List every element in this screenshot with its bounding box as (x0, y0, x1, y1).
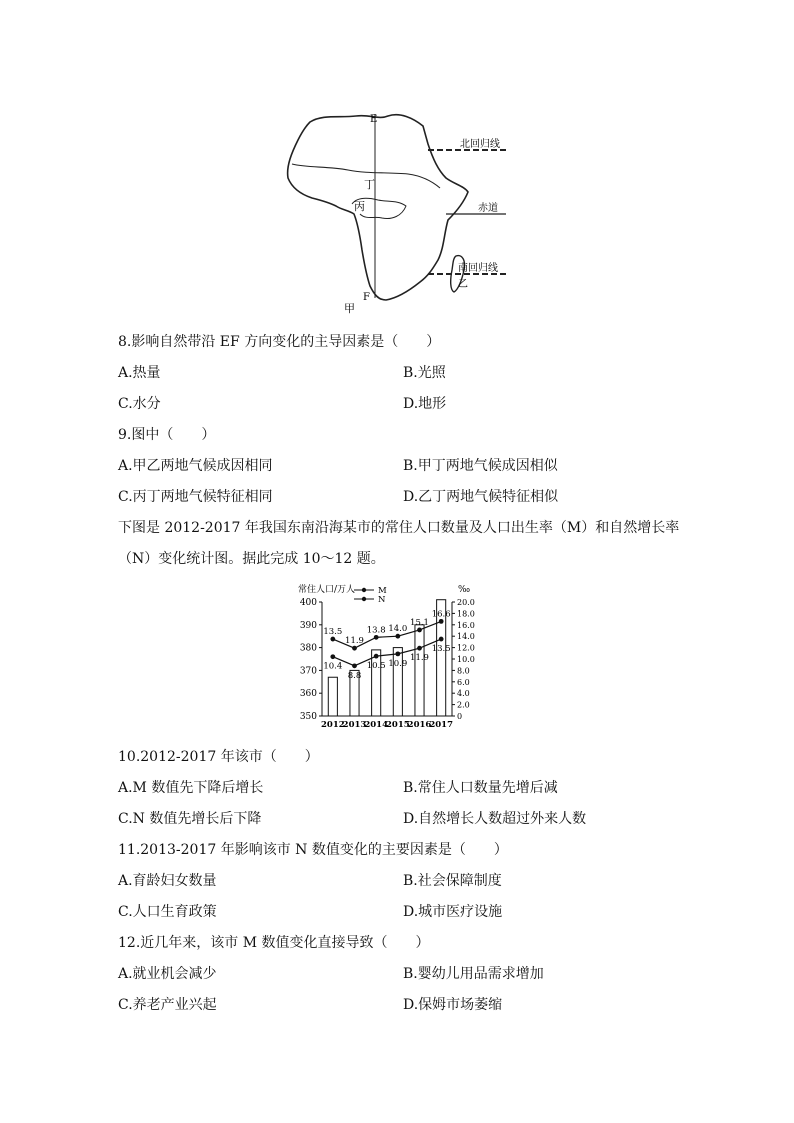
right-axis-title: ‰ (458, 585, 471, 595)
x-tick-label: 2012 (320, 720, 345, 730)
series-point-N (417, 646, 422, 651)
right-tick-label: 16.0 (457, 620, 475, 630)
africa-map (278, 104, 508, 319)
series-point-M (395, 634, 400, 639)
q9-option-d[interactable]: D.乙丁两地气候特征相似 (403, 489, 559, 505)
map-label-e: E (370, 114, 378, 125)
left-tick-label: 370 (299, 666, 317, 677)
series-point-N (395, 651, 400, 656)
q10-stem: 10.2012-2017 年该市（ ） (118, 749, 319, 765)
q10-option-a[interactable]: A.M 数值先下降后增长 (118, 780, 264, 796)
legend-label-N: N (378, 595, 386, 605)
data-label-M: 14.0 (388, 624, 408, 635)
left-tick-label: 390 (299, 620, 317, 631)
map-label-jia: 甲 (344, 302, 355, 315)
population-chart (284, 582, 516, 734)
q9-stem: 9.图中（ ） (118, 427, 216, 443)
right-tick-label: 18.0 (457, 609, 475, 619)
data-label-M: 16.6 (431, 609, 451, 620)
data-label-M: 13.5 (323, 627, 343, 638)
data-label-M: 11.9 (345, 636, 364, 647)
population-bar (372, 650, 381, 716)
q11-stem: 11.2013-2017 年影响该市 N 数值变化的主要因素是（ ） (118, 842, 508, 858)
q8-stem: 8.影响自然带沿 EF 方向变化的主导因素是（ ） (118, 334, 441, 350)
map-label-f: F (363, 292, 370, 303)
right-tick-label: 4.0 (457, 689, 470, 699)
population-bar (415, 625, 424, 716)
series-point-N (352, 663, 357, 668)
q8-option-d[interactable]: D.地形 (403, 396, 447, 412)
left-tick-label: 350 (299, 712, 317, 722)
q12-option-b[interactable]: B.婴幼儿用品需求增加 (403, 966, 544, 982)
map-label-tropic-cancer: 北回归线 (460, 139, 500, 150)
left-tick-label: 360 (299, 689, 317, 700)
q10-option-b[interactable]: B.常住人口数量先增后减 (403, 780, 558, 796)
legend-marker-M (362, 588, 366, 592)
q9-option-a[interactable]: A.甲乙两地气候成因相同 (118, 458, 273, 474)
x-tick-label: 2014 (364, 720, 389, 730)
left-axis-title: 常住人口/万人 (298, 585, 356, 595)
data-label-N: 11.9 (410, 653, 429, 664)
x-tick-label: 2017 (429, 720, 454, 730)
right-tick-label: 8.0 (457, 666, 470, 676)
data-label-N: 8.8 (347, 670, 362, 681)
q8-option-a[interactable]: A.热量 (118, 365, 161, 381)
q12-stem: 12.近几年来，该市 M 数值变化直接导致（ ） (118, 935, 430, 951)
q9-option-c[interactable]: C.丙丁两地气候特征相同 (118, 489, 273, 505)
data-label-N: 13.5 (431, 644, 451, 655)
data-label-N: 10.9 (388, 658, 408, 669)
q8-option-b[interactable]: B.光照 (403, 365, 446, 381)
q11-option-d[interactable]: D.城市医疗设施 (403, 904, 503, 920)
series-point-N (330, 654, 335, 659)
q10-option-c[interactable]: C.N 数值先增长后下降 (118, 811, 262, 827)
right-tick-label: 20.0 (457, 598, 475, 607)
series-point-N (374, 654, 379, 659)
q11-option-b[interactable]: B.社会保障制度 (403, 873, 502, 889)
series-point-N (439, 637, 444, 642)
q10-option-d[interactable]: D.自然增长人数超过外来人数 (403, 811, 587, 827)
right-tick-label: 12.0 (457, 643, 475, 653)
q8-option-c[interactable]: C.水分 (118, 396, 161, 412)
series-point-M (439, 619, 444, 624)
x-tick-label: 2015 (385, 720, 410, 730)
legend-label-M: M (378, 586, 387, 596)
left-tick-label: 380 (299, 643, 317, 654)
population-bar (393, 648, 402, 716)
right-tick-label: 6.0 (457, 677, 470, 687)
intro-line-2: （N）变化统计图。据此完成 10～12 题。 (118, 551, 385, 567)
intro-line-1: 下图是 2012-2017 年我国东南沿海某市的常住人口数量及人口出生率（M）和自然增长率 (118, 520, 680, 536)
data-label-N: 10.5 (366, 661, 386, 672)
series-point-M (352, 646, 357, 651)
series-point-M (417, 628, 422, 633)
data-label-M: 15.1 (410, 617, 429, 628)
q9-option-b[interactable]: B.甲丁两地气候成因相似 (403, 458, 558, 474)
map-label-bing: 丙 (354, 200, 365, 213)
map-label-yi: 乙 (458, 279, 468, 290)
data-label-M: 13.8 (366, 625, 386, 636)
series-point-M (330, 637, 335, 642)
x-tick-label: 2016 (407, 720, 432, 730)
right-tick-label: 10.0 (457, 655, 475, 664)
series-point-M (374, 635, 379, 640)
map-label-ding: 丁 (364, 178, 375, 191)
map-label-equator: 赤道 (478, 203, 498, 214)
right-tick-label: 2.0 (457, 700, 470, 710)
q12-option-a[interactable]: A.就业机会减少 (118, 966, 217, 982)
q11-option-c[interactable]: C.人口生育政策 (118, 904, 217, 920)
population-bar (328, 677, 337, 716)
right-tick-label: 14.0 (457, 632, 475, 642)
x-tick-label: 2013 (342, 720, 367, 730)
map-label-tropic-capricorn: 南回归线 (458, 263, 498, 274)
q11-option-a[interactable]: A.育龄妇女数量 (118, 873, 217, 889)
legend-marker-N (362, 597, 366, 601)
africa-outline (288, 115, 468, 300)
right-tick-label: 0 (457, 712, 463, 721)
left-tick-label: 400 (299, 598, 317, 608)
q12-option-c[interactable]: C.养老产业兴起 (118, 997, 217, 1013)
data-label-N: 10.4 (323, 661, 343, 672)
q12-option-d[interactable]: D.保姆市场萎缩 (403, 997, 503, 1013)
